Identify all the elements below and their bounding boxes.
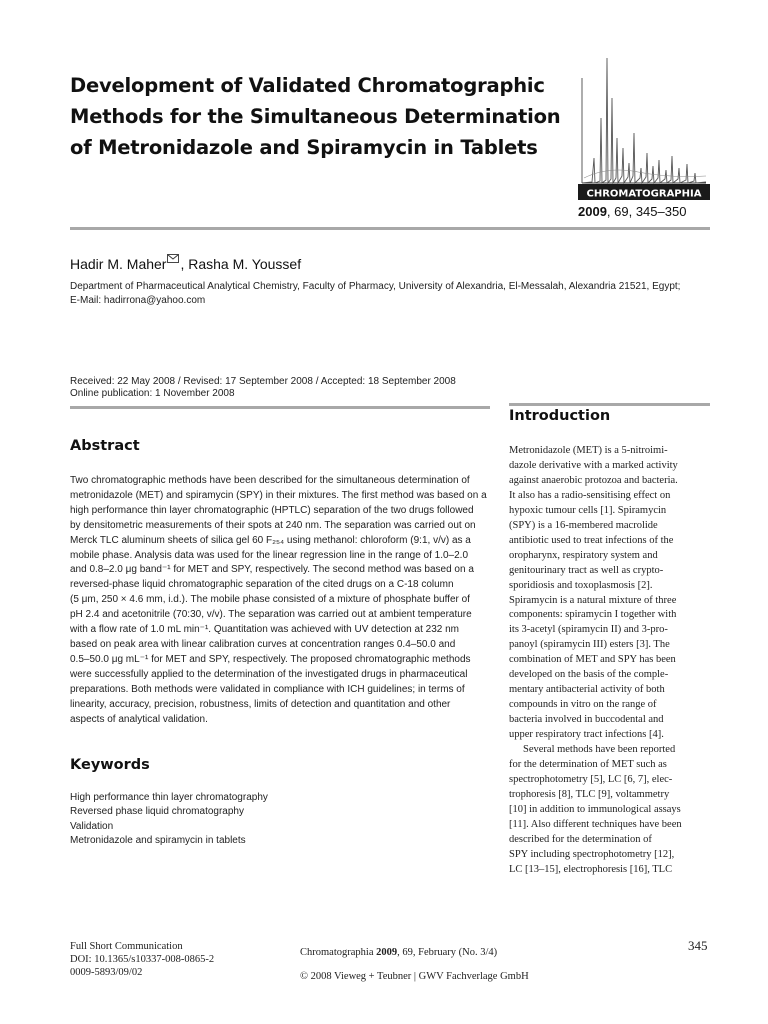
abstract-line: were successfully applied to the determination of the investigated drugs in pharmaceutical — [70, 668, 468, 680]
title-line: Development of Validated Chromatographic — [70, 74, 545, 97]
journal-year: 2009 — [578, 204, 607, 219]
received-dates: Received: 22 May 2008 / Revised: 17 September 2008 / Accepted: 18 September 2008 — [70, 376, 456, 387]
introduction-body — [509, 444, 710, 878]
footer-journal-citation — [300, 941, 529, 965]
intro-line: its 3-acetyl (spiramycin II) and 3-pro- — [509, 624, 668, 636]
intro-line: trophoresis [8], TLC [9], voltammetry — [509, 788, 670, 800]
publication-dates — [70, 376, 456, 400]
author-name: , Rasha M. Youssef — [180, 256, 302, 272]
abstract-line: by densitometric measurements of their spots at 240 nm. The separation was carried out on — [70, 519, 476, 531]
keyword-item: Validation — [70, 820, 114, 832]
abstract-line: preparations. Both methods were validated in compliance with ICH guidelines; in terms of — [70, 683, 465, 695]
intro-line: oropharynx, respiratory system and — [509, 549, 658, 561]
intro-line: upper respiratory tract infections [4]. — [509, 729, 664, 741]
journal-logo-text: CHROMATOGRAPHIA — [586, 188, 702, 200]
intro-line: [10] in addition to immunological assays — [509, 803, 681, 815]
intro-line: combination of MET and SPY has been — [509, 654, 676, 666]
abstract-line: 0.5–50.0 μg mL⁻¹ for MET and SPY, respectively. The proposed chromatographic methods — [70, 653, 471, 665]
intro-line: against anaerobic protozoa and bacteria. — [509, 474, 678, 486]
intro-line: genitourinary tract as well as crypto- — [509, 564, 664, 576]
intro-line: [11]. Also different techniques have been — [509, 818, 682, 830]
keywords-list — [70, 791, 268, 848]
intro-line: dazole derivative with a marked activity — [509, 459, 678, 471]
intro-line: sporidiosis and toxoplasmosis [2]. — [509, 579, 653, 591]
title-line: of Metronidazole and Spiramycin in Tablets — [70, 136, 538, 159]
intro-line: antibiotic used to treat infections of the — [509, 534, 674, 546]
abstract-line: with a flow rate of 1.0 mL min⁻¹. Quantitation was achieved with UV detection at 232 nm — [70, 624, 459, 636]
keyword-item: Reversed phase liquid chromatography — [70, 806, 244, 818]
online-publication-date: Online publication: 1 November 2008 — [70, 388, 235, 399]
intro-line: SPY including spectrophotometry [12], — [509, 848, 675, 860]
keywords-heading: Keywords — [70, 757, 150, 773]
intro-line: It also has a radio-sensitising effect on — [509, 489, 671, 501]
abstract-line: based on peak area with linear calibration curves at concentration ranges 0.4–50.0 and — [70, 638, 456, 650]
abstract-line: (5 μm, 250 × 4.6 mm, i.d.). The mobile phase consisted of a mixture of phosphate buffer of — [70, 594, 470, 606]
intro-line: mentary antibacterial activity of both — [509, 684, 665, 696]
intro-line: components: spiramycin I together with — [509, 609, 677, 621]
affiliation — [70, 280, 720, 307]
abstract-line: Merck TLC aluminum sheets of silica gel 60 F₂₅₄ using methanol: chloroform (9:1, v/v) as a — [70, 534, 471, 546]
envelope-icon[interactable] — [167, 254, 179, 263]
article-doi[interactable]: DOI: 10.1365/s10337-008-0865-2 — [70, 953, 215, 965]
affiliation-line: Department of Pharmaceutical Analytical Chemistry, Faculty of Pharmacy, University of Alexandria, El-Messalah, Alexandria 21521, Egypt; — [70, 281, 681, 292]
author-email[interactable]: E-Mail: hadirrona@yahoo.com — [70, 294, 206, 306]
header-rule — [70, 227, 710, 230]
journal-reference — [578, 204, 686, 219]
title-line: Methods for the Simultaneous Determination — [70, 105, 561, 128]
footer-journal-name: Chromatographia — [300, 947, 377, 958]
intro-line: developed on the basis of the comple- — [509, 669, 669, 681]
author-list — [70, 254, 301, 272]
footer-journal-info — [300, 941, 529, 989]
intro-line: hypoxic tumour cells [1]. Spiramycin — [509, 504, 667, 516]
abstract-heading: Abstract — [70, 438, 140, 454]
abstract-line: linearity, accuracy, precision, robustness, limits of detection and quantitation and other — [70, 698, 451, 710]
abstract-line: pH 2.4 and acetonitrile (70:30, v/v). The separation was carried out at ambient temperature — [70, 609, 472, 621]
abstract-body — [70, 474, 490, 727]
intro-line: LC [13–15], electrophoresis [16], TLC — [509, 863, 673, 875]
intro-line: spectrophotometry [5], LC [6, 7], elec- — [509, 773, 673, 785]
article-title — [70, 70, 570, 163]
keyword-item: High performance thin layer chromatography — [70, 792, 268, 803]
keyword-item: Metronidazole and spiramycin in tablets — [70, 834, 246, 846]
abstract-rule — [70, 406, 490, 409]
journal-cover-logo — [578, 38, 710, 200]
footer-journal-year: 2009 — [376, 947, 398, 958]
abstract-line: metronidazole (MET) and spiramycin (SPY) in their mixtures. The first method was based on a — [70, 489, 487, 501]
page-number: 345 — [688, 938, 708, 953]
intro-line: for the determination of MET such as — [509, 759, 667, 771]
article-type: Full Short Communication — [70, 941, 183, 952]
abstract-line: and 0.8–2.0 μg band⁻¹ for MET and SPY, respectively. The second method was based on a — [70, 564, 474, 576]
footer-publisher: © 2008 Vieweg + Teubner | GWV Fachverlage GmbH — [300, 971, 529, 982]
intro-line: Several methods have been reported — [523, 744, 676, 756]
article-code: 0009-5893/09/02 — [70, 966, 143, 978]
footer-journal-issue: , 69, February (No. 3/4) — [397, 947, 498, 958]
intro-line: bacteria involved in buccodental and — [509, 714, 664, 726]
abstract-line: Two chromatographic methods have been described for the simultaneous determination of — [70, 475, 470, 486]
abstract-line: aspects of analytical validation. — [70, 713, 208, 725]
intro-line: described for the determination of — [509, 833, 652, 845]
abstract-line: mobile phase. Analysis data was used for the linear regression line in the range of 1.0–2.0 — [70, 549, 469, 561]
footer-article-info — [70, 941, 214, 979]
intro-line: panoyl (spiramycin III) esters [3]. The — [509, 639, 670, 651]
intro-line: (SPY) is a 16-membered macrolide — [509, 519, 658, 531]
abstract-line: reversed-phase liquid chromatographic separation of the cited drugs on a C-18 column — [70, 579, 454, 591]
intro-line: compounds in vitro on the range of — [509, 699, 657, 711]
abstract-line: high performance thin layer chromatographic (HPTLC) separation of the two drugs followed — [70, 504, 474, 516]
journal-volume-pages: , 69, 345–350 — [606, 204, 687, 219]
introduction-heading: Introduction — [509, 408, 611, 424]
intro-line: Metronidazole (MET) is a 5-nitroimi- — [509, 445, 668, 456]
intro-line: Spiramycin is a natural mixture of three — [509, 594, 677, 606]
author-name: Hadir M. Maher — [70, 256, 167, 272]
introduction-rule — [509, 403, 710, 406]
